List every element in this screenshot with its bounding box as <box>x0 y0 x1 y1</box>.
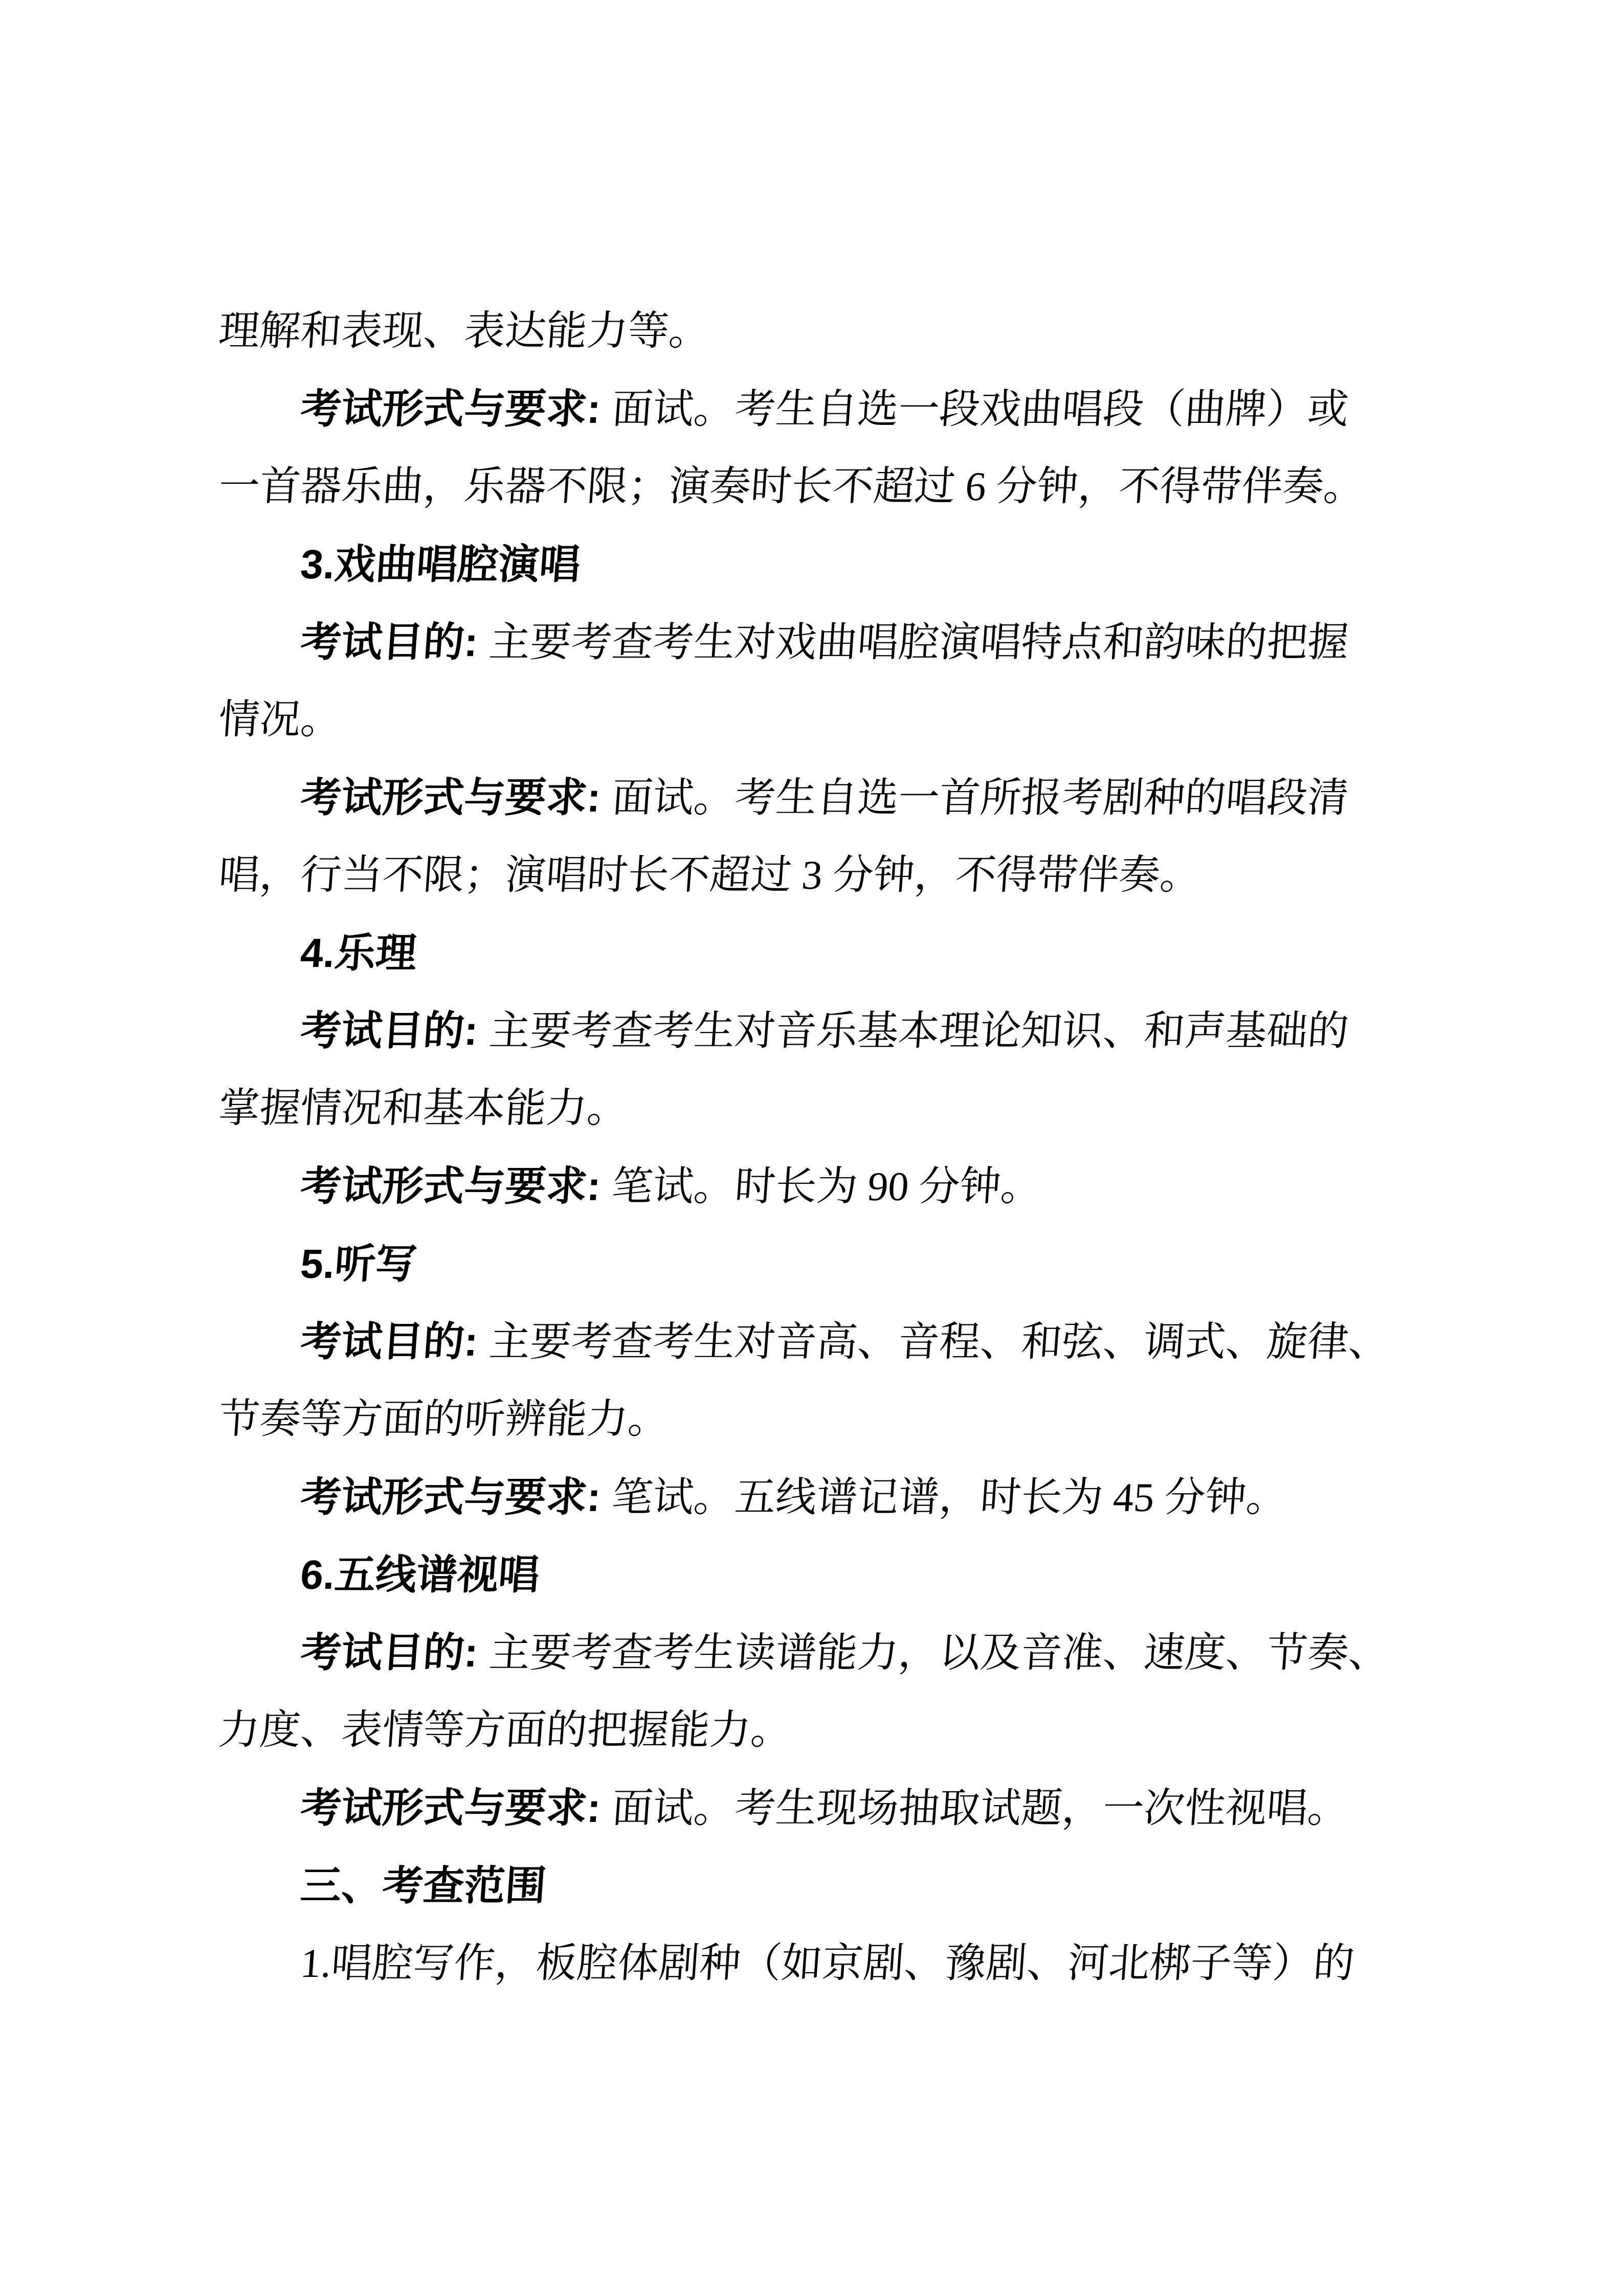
document-text-block <box>217 292 1412 2002</box>
paragraph-exam-purpose-4 <box>216 992 1416 1070</box>
exam-format-label: 考试形式与要求: <box>299 1785 614 1831</box>
body-line-continuation <box>216 1692 1416 1769</box>
body-text: 主要考查考生读谱能力，以及音准、速度、节奏、 <box>487 1631 1391 1676</box>
paragraph-exam-purpose-6 <box>216 1614 1416 1692</box>
paragraph-exam-purpose-5 <box>216 1303 1416 1381</box>
body-text: 笔试。时长为 90 分钟。 <box>610 1164 1043 1209</box>
item-heading-6 <box>216 1536 1416 1614</box>
exam-format-label: 考试形式与要求: <box>299 1474 614 1520</box>
body-line-continuation <box>216 681 1416 759</box>
item-heading-5 <box>216 1225 1416 1303</box>
paragraph-exam-format-5 <box>216 1458 1416 1536</box>
body-text: 一首器乐曲，乐器不限；演奏时长不超过 6 分钟，不得带伴奏。 <box>217 464 1366 509</box>
paragraph-exam-format-4 <box>216 1147 1416 1225</box>
body-line-continuation <box>216 1381 1416 1458</box>
body-line-continuation <box>216 292 1416 370</box>
exam-purpose-label: 考试目的: <box>299 1630 491 1675</box>
body-text: 面试。考生自选一段戏曲唱段（曲牌）或 <box>610 387 1350 432</box>
exam-purpose-label: 考试目的: <box>299 1008 491 1053</box>
body-text: 节奏等方面的听辨能力。 <box>217 1397 671 1442</box>
exam-format-label: 考试形式与要求: <box>299 775 614 820</box>
paragraph-exam-format-2 <box>216 370 1416 448</box>
exam-format-label: 考试形式与要求: <box>299 1163 614 1209</box>
paragraph-exam-format-3 <box>216 759 1416 837</box>
body-text: 唱，行当不限；演唱时长不超过 3 分钟，不得带伴奏。 <box>217 853 1203 898</box>
body-text: 面试。考生现场抽取试题，一次性视唱。 <box>610 1786 1350 1831</box>
body-line-continuation <box>216 1070 1416 1147</box>
item-heading-text: 4.乐理 <box>299 930 418 976</box>
body-text: 情况。 <box>217 697 343 742</box>
item-heading-text: 6.五线谱视唱 <box>299 1552 541 1597</box>
body-text: 力度、表情等方面的把握能力。 <box>217 1708 793 1753</box>
item-heading-text: 5.听写 <box>299 1241 418 1287</box>
body-text: 理解和表现、表达能力等。 <box>217 309 711 354</box>
section-heading-scope <box>216 1847 1416 1925</box>
body-text: 主要考查考生对音高、音程、和弦、调式、旋律、 <box>487 1320 1391 1365</box>
body-text: 主要考查考生对戏曲唱腔演唱特点和韵味的把握 <box>487 620 1350 665</box>
body-text: 主要考查考生对音乐基本理论知识、和声基础的 <box>487 1009 1350 1054</box>
paragraph-exam-purpose-3 <box>216 603 1416 681</box>
scope-item-1 <box>216 1925 1416 2002</box>
body-line-continuation <box>216 837 1416 914</box>
body-text: 笔试。五线谱记谱，时长为 45 分钟。 <box>610 1475 1289 1520</box>
body-text: 掌握情况和基本能力。 <box>217 1086 630 1131</box>
body-line-continuation <box>216 448 1416 526</box>
body-text: 1.唱腔写作，板腔体剧种（如京剧、豫剧、河北梆子等）的 <box>299 1941 1356 1986</box>
paragraph-exam-format-6 <box>216 1769 1416 1847</box>
item-heading-3 <box>216 526 1416 603</box>
exam-format-label: 考试形式与要求: <box>299 386 614 432</box>
section-heading-text: 三、考查范围 <box>299 1863 548 1908</box>
exam-purpose-label: 考试目的: <box>299 619 491 665</box>
body-text: 面试。考生自选一首所报考剧种的唱段清 <box>610 776 1350 821</box>
item-heading-text: 3.戏曲唱腔演唱 <box>299 542 582 587</box>
exam-purpose-label: 考试目的: <box>299 1319 491 1364</box>
item-heading-4 <box>216 914 1416 992</box>
